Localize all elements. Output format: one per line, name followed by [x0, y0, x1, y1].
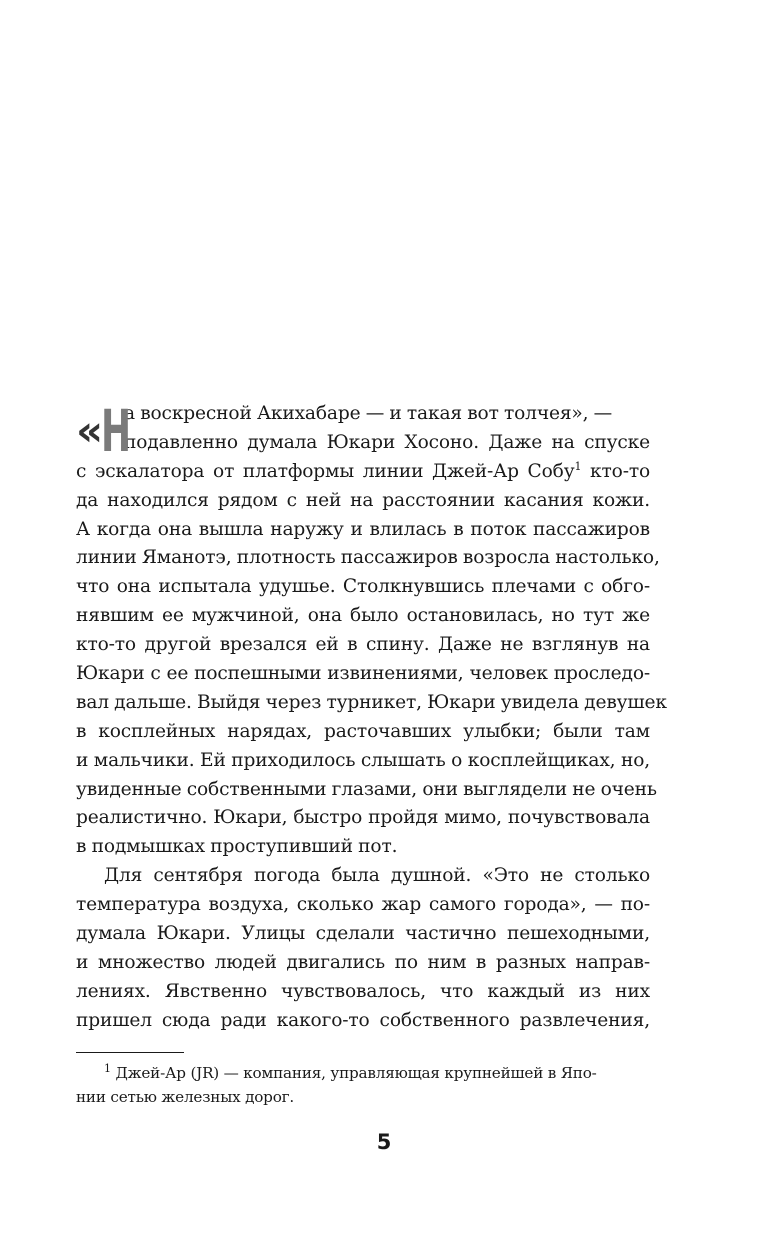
text-line: и мальчики. Ей приходилось слышать о косплейщиках, но,: [76, 749, 650, 771]
footnote-divider: [76, 1052, 184, 1053]
text-line: с эскалатора от платформы линии Джей-Ар Собу$^1$ кто-то: [76, 459, 651, 482]
text-line: вал дальше. Выйдя через турникет, Юкари увидела девушек: [76, 691, 667, 713]
text-line: линии Яманотэ, плотность пассажиров возросла настолько,: [76, 547, 660, 569]
main-text: [76, 397, 667, 1036]
text-line: да находился рядом с ней на расстоянии касания кожи.: [76, 489, 650, 511]
footnote: [76, 1061, 650, 1109]
text-line: подавленно думала Юкари Хосоно. Даже на спуске: [124, 431, 650, 453]
footnote-line: нии сетью железных дорог.: [76, 1088, 295, 1106]
text-line: Для сентября погода была душной. «Это не столько: [104, 865, 650, 887]
page-number: 5: [376, 1130, 392, 1154]
text-line: и множество людей двигались по ним в разных направ-: [76, 951, 650, 973]
text-line: температура воздуха, сколько жар самого города», — по-: [76, 894, 650, 916]
drop-cap-quote: «: [76, 406, 102, 455]
footnote-line: $^1$ Джей-Ар (JR) — компания, управляющая крупнейшей в Япо-: [104, 1061, 597, 1082]
text-line: увиденные собственными глазами, они выглядели не очень: [76, 778, 657, 800]
text-line: реалистично. Юкари, быстро пройдя мимо, почувствовала: [76, 807, 650, 829]
text-line: а воскресной Акихабаре — и такая вот толчея», —: [124, 403, 613, 424]
drop-cap: [76, 397, 132, 465]
text-line: кто-то другой врезался ей в спину. Даже не взглянув на: [76, 634, 650, 656]
footnote-ref: 1: [574, 459, 582, 473]
text-line: в косплейных нарядах, расточавших улыбки; были там: [76, 720, 650, 742]
text-line: думала Юкари. Улицы сделали частично пешеходными,: [76, 923, 650, 945]
text-line: что она испытала удушье. Столкнувшись плечами с обго-: [76, 576, 650, 598]
text-line: в подмышках проступивший пот.: [76, 836, 398, 858]
text-line: лениях. Явственно чувствовалось, что каждый из них: [76, 980, 650, 1002]
drop-cap-letter: Н: [101, 397, 132, 465]
text-line: Юкари с ее поспешными извинениями, человек проследо-: [76, 663, 650, 685]
text-line: нявшим ее мужчиной, она было остановилась, но тут же: [76, 605, 650, 627]
text-line: А когда она вышла наружу и влилась в поток пассажиров: [76, 518, 650, 540]
footnote-marker: 1: [104, 1061, 111, 1075]
text-line: пришел сюда ради какого-то собственного развлечения,: [76, 1009, 650, 1031]
